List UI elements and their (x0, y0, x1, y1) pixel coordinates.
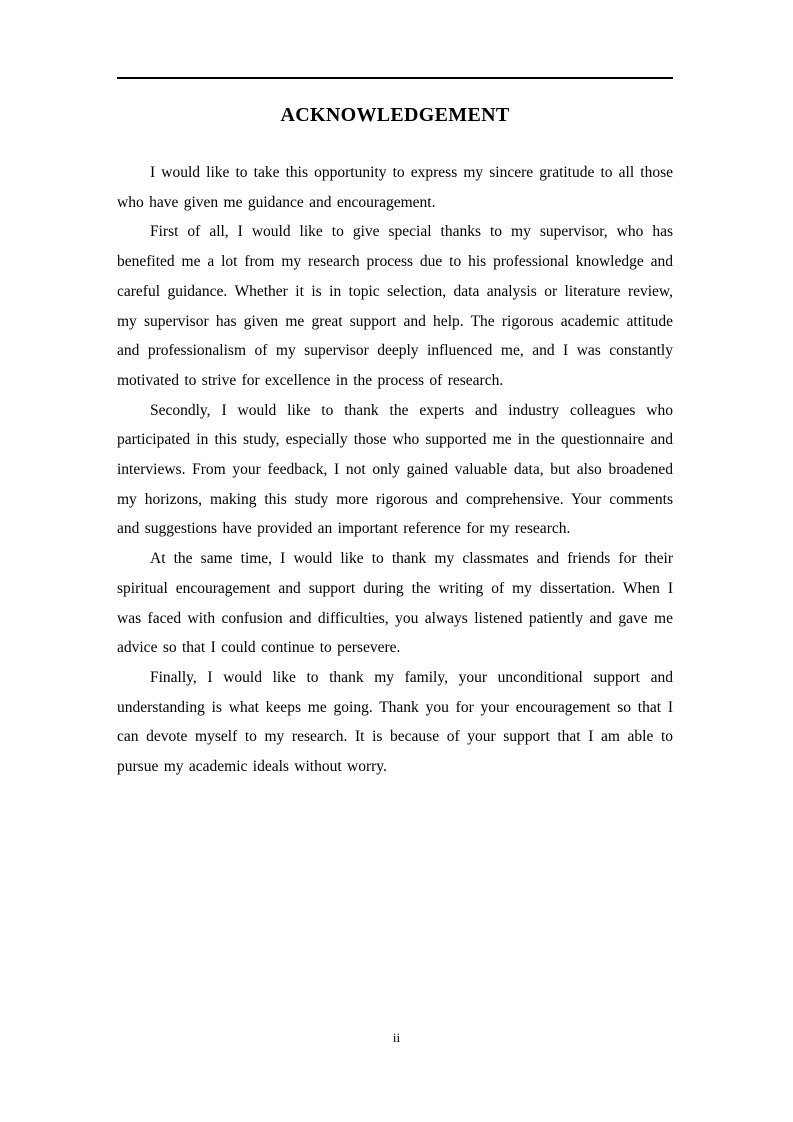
header-rule (117, 77, 673, 79)
body-paragraph: Finally, I would like to thank my family, your unconditional support and understanding is what keeps me going. Thank you for your encouragement so that I can devote myself to my research. It is because of your support that I am able to pursue my academic ideals without worry. (117, 668, 673, 776)
body-paragraph: Secondly, I would like to thank the experts and industry colleagues who participated in this study, especially those who supported me in the questionnaire and interviews. From your feedback, I not only gained valuable data, but also broadened my horizons, making this study more rigorous and comprehensive. Your comments and suggestions have provided an important reference for my research. (117, 401, 673, 538)
body-paragraph: I would like to take this opportunity to express my sincere gratitude to all those who have given me guidance and encouragement. (117, 164, 673, 211)
body-paragraph: At the same time, I would like to thank my classmates and friends for their spiritual encouragement and support during the writing of my dissertation. When I was faced with confusion and difficulties, you always listened patiently and gave me advice so that I could continue to persevere. (117, 550, 673, 657)
body-paragraph: First of all, I would like to give special thanks to my supervisor, who has benefited me a lot from my research process due to his professional knowledge and careful guidance. Whether it is in topic selection, data analysis or literature review, my supervisor has given me great support and help. The rigorous academic attitude and professionalism of my supervisor deeply influenced me, and I was constantly motivated to strive for excellence in the process of research. (117, 223, 673, 389)
body-content (117, 158, 673, 782)
page-number: ii (392, 1030, 401, 1045)
page-title: ACKNOWLEDGEMENT (280, 104, 510, 126)
